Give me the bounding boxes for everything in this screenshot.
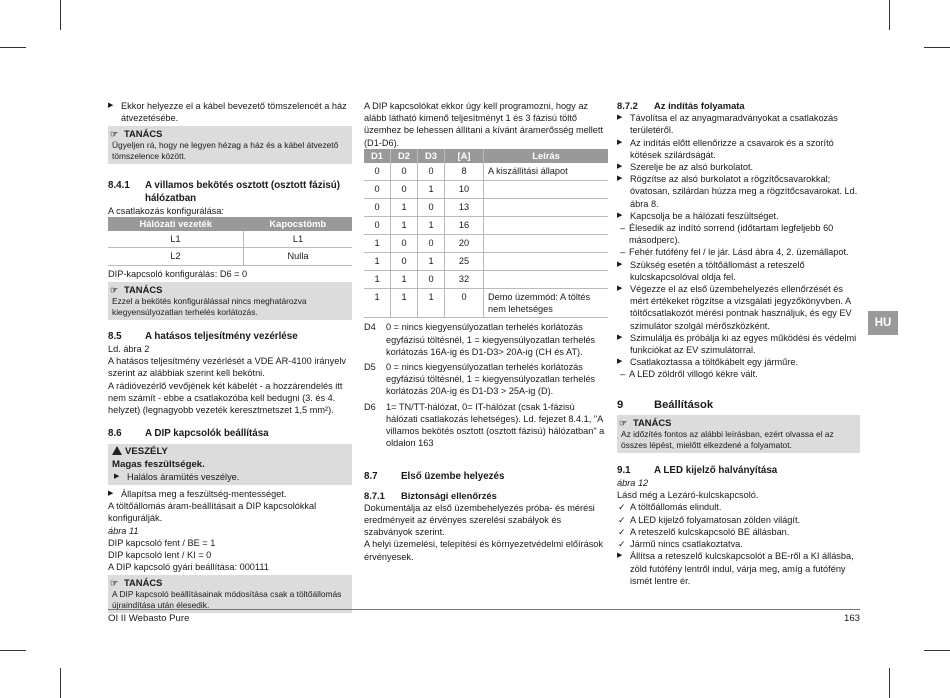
bullet-item: ▶ Csatlakoztassa a töltőkábelt egy járműre. <box>617 356 860 368</box>
tip-box <box>108 575 352 613</box>
section-heading <box>108 331 352 343</box>
table-cell: 0 <box>418 235 445 253</box>
bullet-item: ▶ Szerelje be az alsó burkolatot. <box>617 161 860 173</box>
bullet-item: ▶ Távolítsa el az anyagmaradványokat a csatlakozás területéről. <box>617 112 860 136</box>
table-row <box>364 217 608 235</box>
warning-box <box>108 444 352 485</box>
table-cell: 10 <box>445 181 484 199</box>
table-cell: L2 <box>108 248 244 265</box>
table-row <box>108 231 352 248</box>
crop-mark <box>889 668 890 698</box>
tip-box <box>617 415 860 453</box>
tip-text: Ügyeljen rá, hogy ne legyen hézag a ház és a kábel átvezető tömszelence között. <box>112 140 339 162</box>
crop-mark <box>60 0 61 30</box>
table-header: Hálózati vezeték <box>108 217 244 231</box>
table-cell <box>484 181 609 199</box>
table-cell: 1 <box>418 289 445 318</box>
checklist <box>617 501 860 550</box>
paragraph: A helyi üzemelési, telepítési és környezetvédelmi előírások érvényesek. <box>364 539 603 562</box>
table-cell: 0 <box>391 181 418 199</box>
page-number: 163 <box>843 613 860 624</box>
paragraph: A csatlakozás konfigurálása: <box>108 205 224 216</box>
section-number: 8.5 <box>108 330 122 342</box>
tip-title: ☞ TANÁCS <box>112 577 348 589</box>
table-row <box>364 163 608 181</box>
paragraph: A DIP kapcsolókat ekkor úgy kell programozni, hogy az alább látható kimenő teljesítményt 1 és 3 fázisú töltő üzemhez be lehessen állítani a kívánt áramerősség mellett (D1-D6). <box>364 101 604 148</box>
figure-ref: ábra 12 <box>617 478 649 489</box>
table-row <box>364 199 608 217</box>
warning-title: VESZÉLY <box>125 446 168 458</box>
paragraph: A hatásos teljesítmény vezérlését a VDE AR-4100 irányelv szerint az alábbiak szerint kell bekötni. <box>108 356 346 379</box>
table-cell: 16 <box>445 217 484 235</box>
column-right <box>617 100 860 587</box>
section-number: 8.6 <box>108 428 122 440</box>
table-cell: 1 <box>391 217 418 235</box>
table-cell: 20 <box>445 235 484 253</box>
paragraph: Ld. ábra 2 <box>108 344 150 355</box>
subsection-heading <box>364 490 608 502</box>
crop-mark <box>924 47 950 48</box>
table-cell: 1 <box>391 271 418 289</box>
definition-text: 1= TN/TT-hálózat, 0= IT-hálózat (csak 1-fázisú hálózati csatlakozás lehetséges). Ld. fejezet 8.4.1, "A villamos bekötés osztott (osztott fázisú) hálózatban" a oldalon 163 <box>386 401 605 449</box>
bullet-item: ▶ Ekkor helyezze el a kábel bevezető tömszelencét a ház átvezetésébe. <box>108 100 352 124</box>
paragraph: DIP kapcsoló lent / KI = 0 <box>108 550 212 561</box>
table-cell: Demo üzemmód: A töltés nem lehetséges <box>484 289 609 318</box>
figure-ref: ábra 11 <box>108 525 139 536</box>
section-heading <box>617 465 860 477</box>
definition-item <box>364 321 608 358</box>
table-cell: 32 <box>445 271 484 289</box>
paragraph: DIP kapcsoló fent / BE = 1 <box>108 537 216 548</box>
column-left <box>108 100 352 616</box>
tip-box <box>108 126 352 164</box>
crop-mark <box>0 47 26 48</box>
table-cell: 0 <box>364 199 391 217</box>
table-cell: 1 <box>364 271 391 289</box>
section-title: Beállítások <box>654 398 714 411</box>
table-cell: 1 <box>418 217 445 235</box>
table-cell: 0 <box>418 271 445 289</box>
check-item: ✓ A LED kijelző folyamatosan zölden világít. <box>617 514 860 526</box>
table-cell <box>484 217 609 235</box>
section-title: Első üzembe helyezés <box>401 471 505 483</box>
crop-mark <box>0 650 26 651</box>
paragraph: DIP-kapcsoló konfigurálás: D6 = 0 <box>108 268 248 279</box>
section-number: 9 <box>617 398 624 411</box>
result-item: – Élesedik az indító sorrend (időtartam legfeljebb 60 másodperc). <box>617 222 860 246</box>
paragraph: A rádióvezérlő vevőjének két kábelét - a hozzárendelés itt nem számít - ebbe a csatlakozóba kell bedugni (3. és 4. helyzet) (legnagyobb vezeték keresztmetszet 1,5 mm²). <box>108 380 343 416</box>
table-cell: 0 <box>391 163 418 181</box>
definition-text: 0 = nincs kiegyensúlyozatlan terhelés korlátozás egyfázisú töltésnél, 1 = kiegyensúlyozatlan terhelés korlátozás 20A-ig és D1-D3 > 25A-ig (D). <box>386 362 596 397</box>
table-cell: 0 <box>445 289 484 318</box>
bullet-item: ▶ Szükség esetén a töltőállomást a reteszelő kulcskapcsolóval oldja fel. <box>617 259 860 283</box>
crop-mark <box>924 650 950 651</box>
procedure-list <box>617 112 860 380</box>
section-title: A hatásos teljesítmény vezérlése <box>145 330 298 342</box>
table-cell: 25 <box>445 253 484 271</box>
tip-title: ☞ TANÁCS <box>621 417 856 429</box>
table-cell <box>484 271 609 289</box>
crop-mark <box>60 668 61 698</box>
section-title: Biztonsági ellenőrzés <box>401 489 497 501</box>
warning-subtitle: Magas feszültségek. <box>112 458 205 470</box>
definition-item <box>364 361 608 398</box>
table-cell: 0 <box>364 181 391 199</box>
table-cell: L1 <box>108 231 244 248</box>
table-row <box>108 248 352 265</box>
footer-product: OI II Webasto Pure <box>108 613 190 624</box>
footer-divider <box>108 609 860 610</box>
check-item: ✓ Jármű nincs csatlakoztatva. <box>617 538 860 550</box>
table-cell <box>484 199 609 217</box>
column-middle <box>364 100 608 563</box>
table-cell: 0 <box>364 163 391 181</box>
table-cell: 1 <box>391 289 418 318</box>
bullet-item: ▶ Kapcsolja be a hálózati feszültséget. <box>617 210 860 222</box>
section-heading <box>617 399 860 411</box>
bullet-item: ▶ Állapítsa meg a feszültség-mentességet. <box>108 488 352 500</box>
warning-triangle-icon <box>112 446 122 455</box>
definition-key: D4 <box>364 322 376 333</box>
table-header: D3 <box>418 149 445 163</box>
section-title: A DIP kapcsolók beállítása <box>145 428 269 440</box>
table-cell: 0 <box>391 253 418 271</box>
table-header: D2 <box>391 149 418 163</box>
section-heading <box>108 180 352 204</box>
tip-text: Az időzítés fontos az alábbi leírásban, ezért olvassa el az összes lépést, mielőtt elkezdené a folyamatot. <box>621 428 834 450</box>
bullet-item: ▶ Az indítás előtt ellenőrizze a csavarok és a szorító kötések szilárdságát. <box>617 137 860 161</box>
connection-table <box>108 217 352 266</box>
warning-heading <box>112 446 348 458</box>
table-cell: 1 <box>364 253 391 271</box>
section-heading <box>364 471 608 483</box>
definition-key: D6 <box>364 401 376 412</box>
table-row <box>364 235 608 253</box>
table-cell: A kiszállítási állapot <box>484 163 609 181</box>
table-cell: 1 <box>364 289 391 318</box>
crop-mark <box>889 0 890 30</box>
bullet-item: ▶ Szimulálja és próbálja ki az egyes működési és védelmi funkciókat az EV szimulátorral. <box>617 332 860 356</box>
table-cell: 1 <box>364 235 391 253</box>
table-row <box>364 289 608 318</box>
result-item: – Fehér futófény fel / le jár. Lásd ábra 4, 2. üzemállapot. <box>617 246 860 258</box>
subsection-heading <box>617 100 860 112</box>
section-number: 8.4.1 <box>108 180 130 192</box>
section-number: 8.7.1 <box>364 489 385 501</box>
table-cell: 0 <box>418 163 445 181</box>
section-heading <box>108 428 352 440</box>
tip-box <box>108 282 352 320</box>
check-item: ✓ A töltőállomás elindult. <box>617 501 860 513</box>
tip-title: ☞ TANÁCS <box>112 284 348 296</box>
table-header: D1 <box>364 149 391 163</box>
table-cell: L1 <box>244 231 352 248</box>
table-header: [A] <box>445 149 484 163</box>
table-header: Kapocstömb <box>244 217 352 231</box>
table-cell <box>484 235 609 253</box>
table-cell: Nulla <box>244 248 352 265</box>
table-cell <box>484 253 609 271</box>
table-header: Leírás <box>484 149 609 163</box>
section-number: 8.7.2 <box>617 100 638 111</box>
bullet-item: ▶ Állítsa a reteszelő kulcskapcsolót a BE-ről a KI állásba, zöld futófény lentről indul, várja meg, amíg a futófény ismét lentre ér. <box>617 550 860 587</box>
bullet-item: ▶ Végezze el az első üzembehelyezés ellenőrzését és mért értékeket rögzítse a vizsgálati jegyzőkönyvben. A töltőcsatlakozót mérési pontnak használjuk, és egy EV szimulátor szolgál mérőszközként. <box>617 283 860 332</box>
definition-text: 0 = nincs kiegyensúlyozatlan terhelés korlátozás egyfázisú töltésnél, 1 = kiegyensúlyozatlan terhelés korlátozás 16A-ig és D1-D3> 20A-ig (CH és AT). <box>386 322 596 357</box>
table-cell: 0 <box>418 199 445 217</box>
check-item: ✓ A reteszelő kulcskapcsoló BE állásban. <box>617 526 860 538</box>
bullet-item: ▶ Rögzítse az alsó burkolatot a rögzítőcsavarokkal; óvatosan, szilárdan húzza meg a rögzítőcsavarokat. Ld. ábra 8. <box>617 173 860 210</box>
table-cell: 1 <box>391 199 418 217</box>
table-cell: 1 <box>418 253 445 271</box>
section-title: A LED kijelző halványítása <box>654 464 778 476</box>
table-row <box>364 253 608 271</box>
section-title: A villamos bekötés osztott (osztott fázisú) hálózatban <box>145 180 341 204</box>
table-cell: 0 <box>391 235 418 253</box>
section-title: Az indítás folyamata <box>654 100 745 111</box>
table-cell: 0 <box>364 217 391 235</box>
definition-item <box>364 401 608 450</box>
tip-title: ☞ TANÁCS <box>112 128 348 140</box>
definition-key: D5 <box>364 362 376 373</box>
section-number: 9.1 <box>617 464 631 476</box>
paragraph: Lásd még a Lezáró-kulcskapcsoló. <box>617 490 759 501</box>
tip-text: Ezzel a bekötés konfigurálással nincs meghatározva kiegyensúlyozatlan terhelés korlátozás. <box>112 295 307 317</box>
language-tab: HU <box>868 311 898 335</box>
warning-bullet: ▶ Halálos áramütés veszélye. <box>114 471 348 483</box>
table-cell: 1 <box>418 181 445 199</box>
paragraph: Dokumentálja az első üzembehelyezés próba- és mérési eredményeit az érvényes szerelési szabályok és szabványok szerint. <box>364 502 595 538</box>
dip-table <box>364 149 608 319</box>
table-row <box>364 271 608 289</box>
section-number: 8.7 <box>364 471 378 483</box>
tip-text: A DIP kapcsoló beállításainak módosítása csak a töltőállomás újraindítása után élesedik. <box>112 589 342 611</box>
table-cell: 8 <box>445 163 484 181</box>
result-item: – A LED zöldről villogó kékre vált. <box>617 368 860 380</box>
table-row <box>364 181 608 199</box>
paragraph: A töltőállomás áram-beállításait a DIP kapcsolókkal konfigurálják. <box>108 501 317 524</box>
table-cell: 13 <box>445 199 484 217</box>
paragraph: A DIP kapcsoló gyári beállítása: 000111 <box>108 562 269 573</box>
dip-table-body <box>364 163 608 318</box>
